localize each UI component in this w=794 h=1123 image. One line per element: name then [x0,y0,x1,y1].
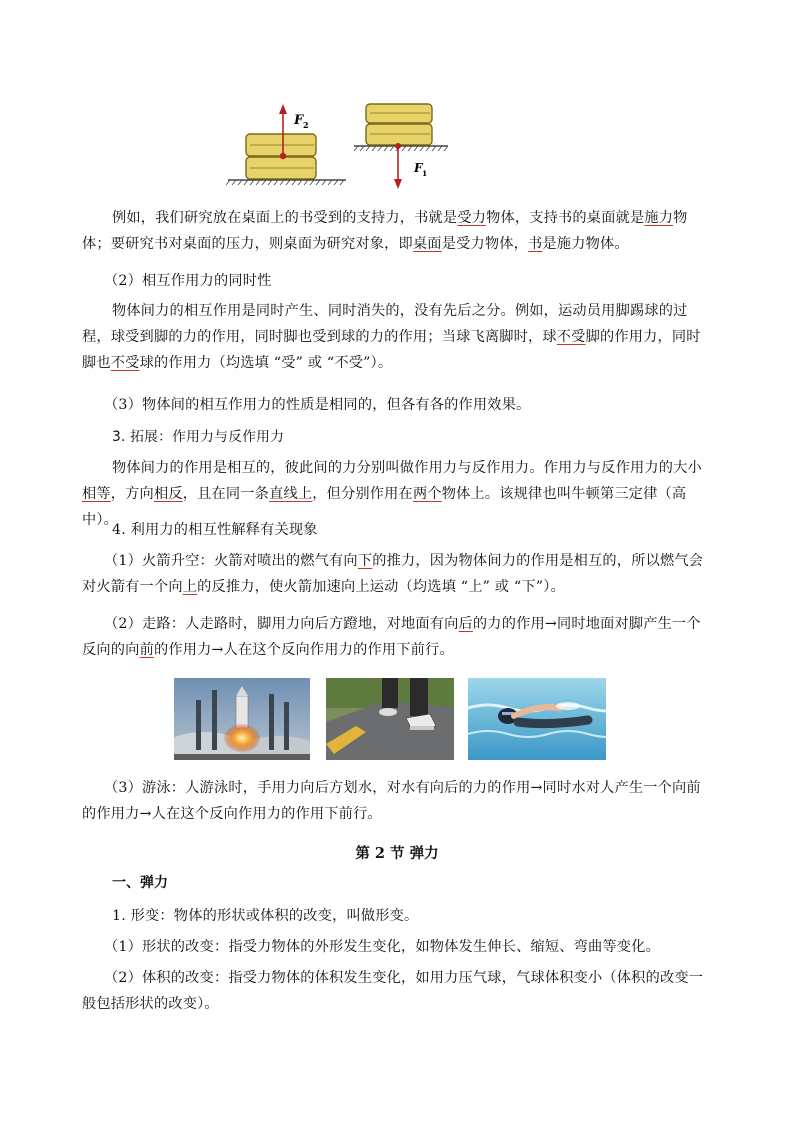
paragraph-swimming: （3）游泳：人游泳时，手用力向后方划水，对水有向后的力的作用→同时水对人产生一个向前的作用力→人在这个反向作用力的作用下前行。 [82,780,701,822]
answer-underline: 受力 [457,210,487,226]
answer-underline: 施力 [644,210,674,226]
paragraph-nature: （3）物体间的相互作用力的性质是相同的，但各有各的作用效果。 [104,397,531,413]
answer-underline: 不受 [110,355,140,371]
swimming-image [468,678,606,760]
answer-underline: 桌面 [412,236,442,252]
label-f1: F [414,161,423,175]
label-f2: F [294,113,304,128]
section-title: 第 2 节 弹力 [355,845,439,862]
answer-underline: 两个 [412,486,442,502]
subheading-action-reaction: 3. 拓展：作用力与反作用力 [112,429,285,445]
label-f1-subscript: 1 [422,169,428,178]
right-ground [354,146,448,151]
answer-underline: 后 [458,616,473,632]
walking-feet-image [326,678,454,760]
rocket-launch-image [174,678,310,760]
right-book-stack [366,104,432,145]
paragraph-shape-change: （1）形状的改变：指受力物体的外形发生变化，如物体发生伸长、缩短、弯曲等变化。 [104,939,660,955]
answer-underline: 不受 [556,329,586,345]
paragraph-walking: （2）走路：人走路时，脚用力向后方蹬地，对地面有向后的力的作用→同时地面对脚产生一个反向的向前的作用力→人在这个反向作用力的作用下前行。 [82,616,701,658]
paragraph-volume-change: （2）体积的改变：指受力物体的体积发生变化，如用力压气球，气球体积变小（体积的改变一般包括形状的改变）。 [82,970,704,1012]
answer-underline: 下 [357,553,373,569]
answer-underline: 相反 [153,486,183,502]
paragraph-deformation: 1. 形变：物体的形状或体积的改变，叫做形变。 [112,908,419,924]
force-arrow-f1 [394,143,402,189]
answer-underline: 书 [528,236,543,252]
book-force-diagram [226,100,456,192]
photo-strip [174,678,606,760]
answer-underline: 前 [139,642,154,658]
label-f2-subscript: 2 [303,120,309,130]
left-ground [226,180,346,185]
answer-underline: 直线上 [269,486,313,502]
subheading-phenomena: 4. 利用力的相互性解释有关现象 [112,522,318,538]
answer-underline: 相等 [82,486,111,502]
heading-elastic-force: 一、弹力 [112,875,168,891]
paragraph-simultaneity: 物体间力的相互作用是同时产生、同时消失的，没有先后之分。例如，运动员用脚踢球的过程，球受到脚的力的作用，同时脚也受到球的力的作用；当球飞离脚时，球不受脚的作用力，同时脚也不受球的作用力（均选填 “受” 或 “不受”）。 [82,303,701,371]
subheading-simultaneity: （2）相互作用力的同时性 [104,273,272,289]
paragraph-rocket: （1）火箭升空：火箭对喷出的燃气有向下的推力，因为物体间力的作用是相互的，所以燃气会对火箭有一个向上的反推力，使火箭加速向上运动（均选填 “上” 或 “下”）。 [82,553,704,595]
answer-underline: 上 [182,579,198,595]
paragraph-action-reaction: 物体间力的作用是相互的，彼此间的力分别叫做作用力与反作用力。作用力与反作用力的大小相等，方向相反，且在同一条直线上，但分别作用在两个物体上。该规律也叫牛顿第三定律（高中）。 [82,460,702,528]
paragraph-book-example: 例如，我们研究放在桌面上的书受到的支持力，书就是受力物体，支持书的桌面就是施力物体；要研究书对桌面的压力，则桌面为研究对象，即桌面是受力物体，书是施力物体。 [82,210,688,252]
